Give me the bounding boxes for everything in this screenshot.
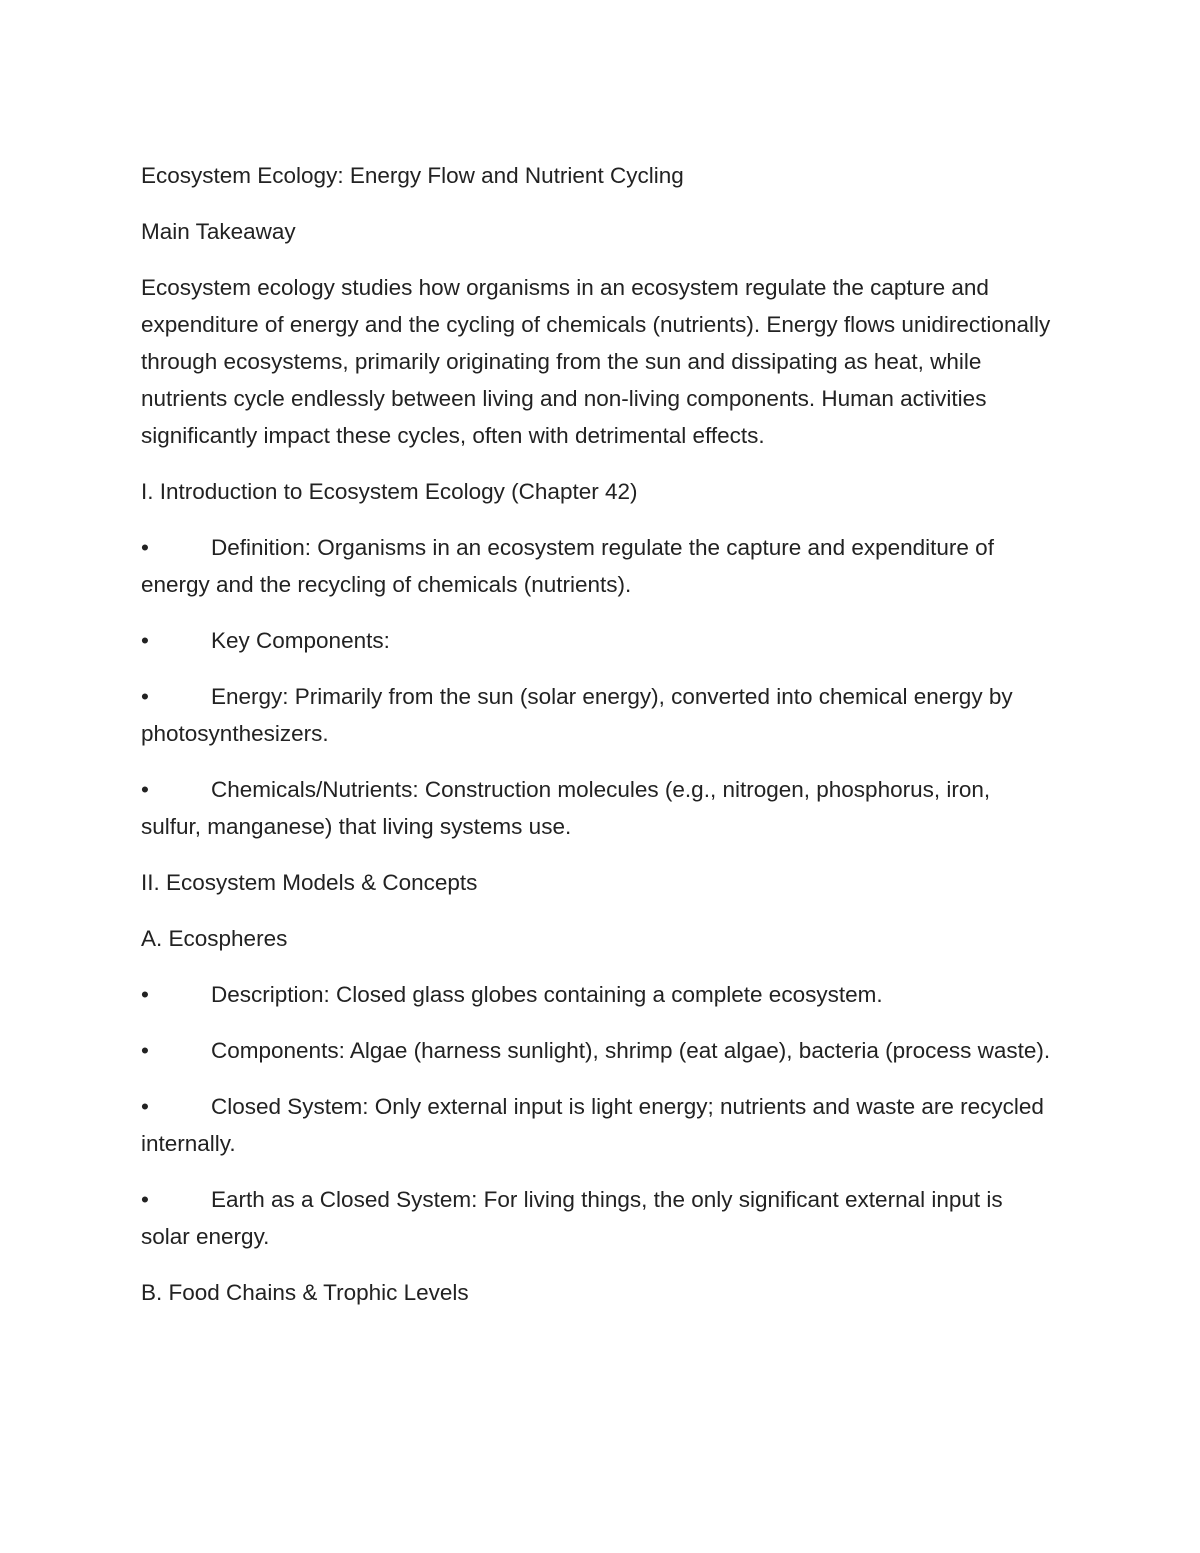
bullet-text: Earth as a Closed System: For living things, the only significant external input is solar energy. xyxy=(141,1187,1003,1249)
bullet-symbol: • xyxy=(141,1038,149,1063)
bullet-earth-closed-system xyxy=(141,1181,1056,1255)
bullet-text: Components: Algae (harness sunlight), shrimp (eat algae), bacteria (process waste). xyxy=(211,1038,1051,1063)
bullet-symbol: • xyxy=(141,1094,149,1119)
subsection-a-heading: A. Ecospheres xyxy=(141,926,288,951)
bullet-symbol: • xyxy=(141,628,149,653)
bullet-symbol: • xyxy=(141,1187,149,1212)
bullet-symbol: • xyxy=(141,982,149,1007)
main-takeaway-text: Ecosystem ecology studies how organisms in an ecosystem regulate the capture and expenditure of energy and the cycling of chemicals (nutrients). Energy flows unidirectionally through ecosystems, primarily originating from the sun and dissipating as heat, while nutrients cycle endlessly between living and non-living components. Human activities significantly impact these cycles, often with detrimental effects. xyxy=(141,275,1051,448)
section-2-heading: II. Ecosystem Models & Concepts xyxy=(141,870,478,895)
subsection-b-heading: B. Food Chains & Trophic Levels xyxy=(141,1280,469,1305)
bullet-components xyxy=(141,1032,1056,1069)
bullet-text: Chemicals/Nutrients: Construction molecules (e.g., nitrogen, phosphorus, iron, sulfur, manganese) that living systems use. xyxy=(141,777,991,839)
bullet-key-components xyxy=(141,622,1056,659)
bullet-nutrients xyxy=(141,771,1056,845)
bullet-description xyxy=(141,976,1056,1013)
bullet-definition xyxy=(141,529,1056,603)
section-1-heading: I. Introduction to Ecosystem Ecology (Chapter 42) xyxy=(141,479,638,504)
main-takeaway-heading: Main Takeaway xyxy=(141,219,296,244)
document-content xyxy=(141,157,1056,1330)
bullet-symbol: • xyxy=(141,684,149,709)
bullet-text: Energy: Primarily from the sun (solar energy), converted into chemical energy by photosynthesizers. xyxy=(141,684,1013,746)
document-title: Ecosystem Ecology: Energy Flow and Nutrient Cycling xyxy=(141,163,684,188)
bullet-text: Key Components: xyxy=(211,628,390,653)
bullet-text: Closed System: Only external input is light energy; nutrients and waste are recycled internally. xyxy=(141,1094,1044,1156)
bullet-symbol: • xyxy=(141,777,149,802)
bullet-text: Definition: Organisms in an ecosystem regulate the capture and expenditure of energy and the recycling of chemicals (nutrients). xyxy=(141,535,994,597)
bullet-energy xyxy=(141,678,1056,752)
bullet-closed-system xyxy=(141,1088,1056,1162)
bullet-symbol: • xyxy=(141,535,149,560)
bullet-text: Description: Closed glass globes containing a complete ecosystem. xyxy=(211,982,883,1007)
